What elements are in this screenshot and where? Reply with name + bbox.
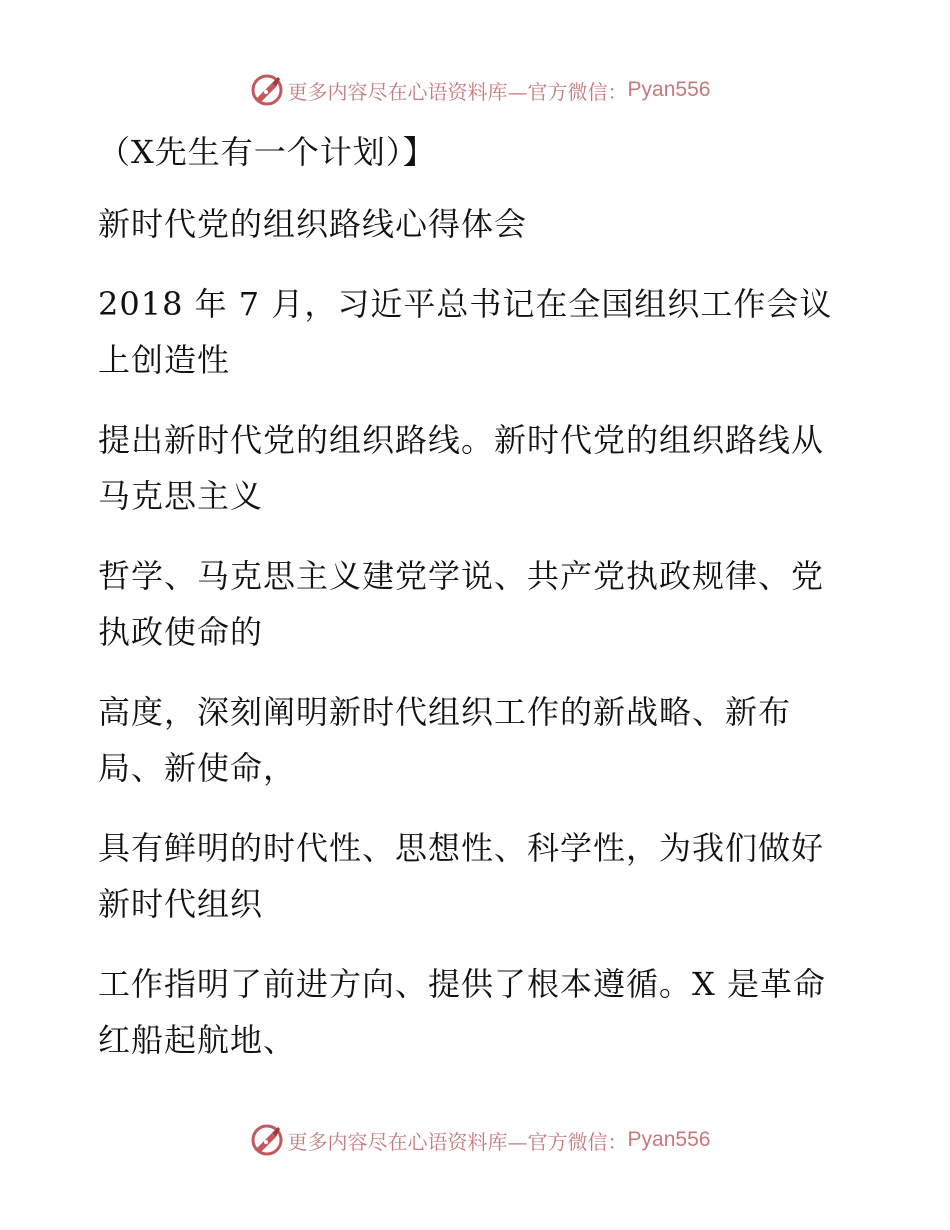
doc-paragraph: 工作指明了前进方向、提供了根本遵循。X 是革命红船起航地、 xyxy=(98,965,826,1059)
doc-subtitle: （X先生有一个计划）】 xyxy=(98,133,436,171)
header-banner-inner xyxy=(250,73,711,107)
header-banner xyxy=(0,70,950,110)
footer-wechat-id: Pyan556 xyxy=(627,1128,711,1151)
footer-banner xyxy=(0,1120,950,1160)
doc-paragraph: 提出新时代党的组织路线。新时代党的组织路线从马克思主义 xyxy=(98,421,825,515)
pen-logo-icon xyxy=(250,73,284,107)
header-wechat-id: Pyan556 xyxy=(627,78,711,101)
doc-paragraph: 哲学、马克思主义建党学说、共产党执政规律、党执政使命的 xyxy=(98,557,825,651)
header-banner-text: 更多内容尽在心语资料库—官方微信： xyxy=(287,79,628,104)
pen-logo-icon xyxy=(250,1123,284,1157)
footer-banner-text: 更多内容尽在心语资料库—官方微信： xyxy=(287,1129,628,1154)
footer-banner-inner xyxy=(250,1123,711,1157)
doc-paragraph: 具有鲜明的时代性、思想性、科学性，为我们做好新时代组织 xyxy=(98,829,825,923)
doc-paragraph: 高度，深刻阐明新时代组织工作的新战略、新布局、新使命， xyxy=(98,693,792,787)
document-body xyxy=(98,124,838,1092)
doc-paragraph: 2018 年 7 月，习近平总书记在全国组织工作会议上创造性 xyxy=(98,285,833,379)
doc-title: 新时代党的组织路线心得体会 xyxy=(98,205,528,243)
